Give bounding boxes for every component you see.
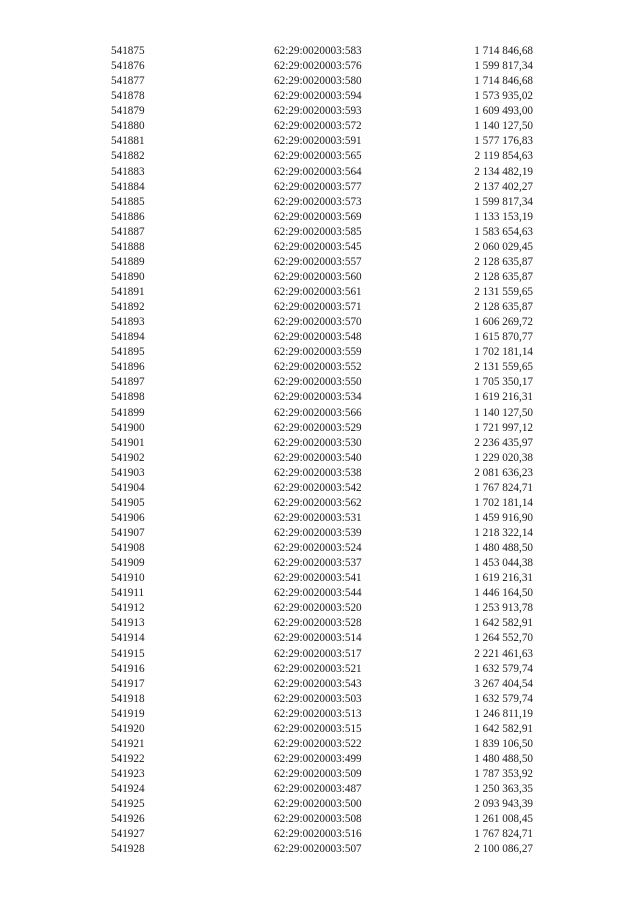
cadastral-number-cell: 62:29:0020003:593: [274, 105, 362, 118]
table-row: [0, 119, 640, 134]
value-cell: 1 721 997,12: [474, 421, 533, 434]
value-cell: 1 714 846,68: [474, 45, 533, 57]
table-row: [0, 89, 640, 104]
value-cell: 1 261 008,45: [474, 813, 533, 826]
value-cell: 1 577 176,83: [474, 135, 533, 148]
cadastral-number-cell: 62:29:0020003:513: [274, 707, 362, 720]
value-cell: 1 642 582,91: [474, 722, 533, 735]
table-row: [0, 436, 640, 451]
cadastral-number-cell: 62:29:0020003:522: [274, 737, 362, 750]
value-cell: 2 137 402,27: [474, 180, 533, 193]
value-cell: 1 702 181,14: [474, 346, 533, 359]
cadastral-number-cell: 62:29:0020003:569: [274, 210, 362, 223]
cadastral-number-cell: 62:29:0020003:541: [274, 572, 362, 585]
table-row: [0, 541, 640, 556]
table-row: [0, 285, 640, 300]
row-id-cell: 541924: [111, 783, 145, 796]
cadastral-number-cell: 62:29:0020003:545: [274, 240, 362, 253]
value-cell: 1 573 935,02: [474, 90, 533, 103]
row-id-cell: 541910: [111, 572, 145, 585]
table-row: [0, 601, 640, 616]
table-row: [0, 134, 640, 149]
cadastral-number-cell: 62:29:0020003:508: [274, 813, 362, 826]
table-row: [0, 812, 640, 827]
value-cell: 1 702 181,14: [474, 496, 533, 509]
table-row: [0, 421, 640, 436]
row-id-cell: 541907: [111, 527, 145, 539]
table-row: [0, 586, 640, 601]
row-id-cell: 541899: [111, 406, 145, 419]
value-cell: 1 246 811,19: [474, 707, 533, 720]
cadastral-number-cell: 62:29:0020003:577: [274, 180, 362, 193]
row-id-cell: 541911: [111, 587, 145, 600]
row-id-cell: 541902: [111, 451, 145, 464]
row-id-cell: 541875: [111, 45, 145, 57]
row-id-cell: 541893: [111, 316, 145, 329]
row-id-cell: 541890: [111, 270, 145, 283]
value-cell: 1 632 579,74: [474, 662, 533, 675]
table-row: [0, 752, 640, 767]
table-row: [0, 707, 640, 722]
row-id-cell: 541925: [111, 798, 145, 811]
value-cell: 1 767 824,71: [474, 828, 533, 841]
value-cell: 2 134 482,19: [474, 165, 533, 178]
row-id-cell: 541889: [111, 255, 145, 268]
row-id-cell: 541880: [111, 120, 145, 133]
value-cell: 2 128 635,87: [474, 301, 533, 314]
cadastral-number-cell: 62:29:0020003:540: [274, 451, 362, 464]
table-row: [0, 647, 640, 662]
row-id-cell: 541877: [111, 75, 145, 88]
table-row: [0, 631, 640, 646]
row-id-cell: 541905: [111, 496, 145, 509]
row-id-cell: 541921: [111, 737, 145, 750]
table-row: [0, 210, 640, 225]
value-cell: 1 264 552,70: [474, 632, 533, 645]
row-id-cell: 541897: [111, 376, 145, 389]
cadastral-number-cell: 62:29:0020003:487: [274, 783, 362, 796]
row-id-cell: 541896: [111, 361, 145, 374]
value-cell: 1 642 582,91: [474, 617, 533, 630]
value-cell: 2 081 636,23: [474, 466, 533, 479]
cadastral-number-cell: 62:29:0020003:571: [274, 301, 362, 314]
cadastral-number-cell: 62:29:0020003:528: [274, 617, 362, 630]
cadastral-number-cell: 62:29:0020003:570: [274, 316, 362, 329]
cadastral-number-cell: 62:29:0020003:557: [274, 255, 362, 268]
value-cell: 1 459 916,90: [474, 511, 533, 524]
cadastral-number-cell: 62:29:0020003:552: [274, 361, 362, 374]
value-cell: 1 615 870,77: [474, 331, 533, 344]
table-row: [0, 390, 640, 405]
value-cell: 2 119 854,63: [474, 150, 533, 163]
value-cell: 1 632 579,74: [474, 692, 533, 705]
cadastral-number-cell: 62:29:0020003:524: [274, 542, 362, 555]
row-id-cell: 541926: [111, 813, 145, 826]
cadastral-number-cell: 62:29:0020003:521: [274, 662, 362, 675]
value-cell: 2 128 635,87: [474, 270, 533, 283]
row-id-cell: 541922: [111, 752, 145, 765]
row-id-cell: 541887: [111, 225, 145, 238]
cadastral-number-cell: 62:29:0020003:530: [274, 436, 362, 449]
cadastral-number-cell: 62:29:0020003:591: [274, 135, 362, 148]
value-cell: 1 619 216,31: [474, 391, 533, 404]
table-row: [0, 255, 640, 270]
row-id-cell: 541919: [111, 707, 145, 720]
cadastral-number-cell: 62:29:0020003:516: [274, 828, 362, 841]
value-cell: 1 705 350,17: [474, 376, 533, 389]
cadastral-number-cell: 62:29:0020003:576: [274, 60, 362, 73]
cadastral-number-cell: 62:29:0020003:514: [274, 632, 362, 645]
table-row: [0, 149, 640, 164]
value-cell: 1 767 824,71: [474, 481, 533, 494]
value-cell: 3 267 404,54: [474, 677, 533, 690]
row-id-cell: 541881: [111, 135, 145, 148]
cadastral-number-cell: 62:29:0020003:565: [274, 150, 362, 163]
cadastral-number-cell: 62:29:0020003:550: [274, 376, 362, 389]
row-id-cell: 541914: [111, 632, 145, 645]
row-id-cell: 541876: [111, 60, 145, 73]
table-row: [0, 496, 640, 511]
table-row: [0, 360, 640, 375]
table-row: [0, 104, 640, 119]
value-cell: 1 606 269,72: [474, 316, 533, 329]
row-id-cell: 541894: [111, 331, 145, 344]
cadastral-number-cell: 62:29:0020003:537: [274, 557, 362, 570]
row-id-cell: 541908: [111, 542, 145, 555]
row-id-cell: 541879: [111, 105, 145, 118]
table-row: [0, 782, 640, 797]
table-row: [0, 737, 640, 752]
row-id-cell: 541883: [111, 165, 145, 178]
table-row: [0, 315, 640, 330]
cadastral-number-cell: 62:29:0020003:580: [274, 75, 362, 88]
value-cell: 2 131 559,65: [474, 361, 533, 374]
cadastral-number-cell: 62:29:0020003:544: [274, 587, 362, 600]
cadastral-number-cell: 62:29:0020003:507: [274, 843, 362, 856]
cadastral-number-cell: 62:29:0020003:583: [274, 45, 362, 57]
cadastral-number-cell: 62:29:0020003:559: [274, 346, 362, 359]
value-cell: 1 583 654,63: [474, 225, 533, 238]
cadastral-number-cell: 62:29:0020003:517: [274, 647, 362, 660]
cadastral-number-cell: 62:29:0020003:538: [274, 466, 362, 479]
row-id-cell: 541895: [111, 346, 145, 359]
value-cell: 1 229 020,38: [474, 451, 533, 464]
row-id-cell: 541886: [111, 210, 145, 223]
table-row: [0, 270, 640, 285]
value-cell: 1 133 153,19: [474, 210, 533, 223]
value-cell: 1 619 216,31: [474, 572, 533, 585]
cadastral-number-cell: 62:29:0020003:560: [274, 270, 362, 283]
value-cell: 1 599 817,34: [474, 195, 533, 208]
table-row: [0, 195, 640, 210]
value-cell: 1 609 493,00: [474, 105, 533, 118]
table-row: [0, 511, 640, 526]
value-cell: 1 839 106,50: [474, 737, 533, 750]
value-cell: 1 140 127,50: [474, 120, 533, 133]
cadastral-number-cell: 62:29:0020003:566: [274, 406, 362, 419]
value-cell: 1 480 488,50: [474, 542, 533, 555]
table-row: [0, 842, 640, 857]
cadastral-number-cell: 62:29:0020003:534: [274, 391, 362, 404]
value-cell: 1 140 127,50: [474, 406, 533, 419]
cadastral-number-cell: 62:29:0020003:539: [274, 527, 362, 539]
row-id-cell: 541915: [111, 647, 145, 660]
value-cell: 1 250 363,35: [474, 783, 533, 796]
table-row: [0, 451, 640, 466]
value-cell: 2 060 029,45: [474, 240, 533, 253]
row-id-cell: 541884: [111, 180, 145, 193]
row-id-cell: 541882: [111, 150, 145, 163]
cadastral-number-cell: 62:29:0020003:543: [274, 677, 362, 690]
row-id-cell: 541913: [111, 617, 145, 630]
row-id-cell: 541928: [111, 843, 145, 856]
value-cell: 1 253 913,78: [474, 602, 533, 615]
cadastral-number-cell: 62:29:0020003:529: [274, 421, 362, 434]
cadastral-number-cell: 62:29:0020003:542: [274, 481, 362, 494]
value-cell: 2 100 086,27: [474, 843, 533, 856]
table-row: [0, 375, 640, 390]
row-id-cell: 541912: [111, 602, 145, 615]
row-id-cell: 541888: [111, 240, 145, 253]
table-row: [0, 526, 640, 541]
table-row: [0, 481, 640, 496]
table-row: [0, 74, 640, 89]
table-row: [0, 330, 640, 345]
value-cell: 1 480 488,50: [474, 752, 533, 765]
table-row: [0, 165, 640, 180]
row-id-cell: 541917: [111, 677, 145, 690]
row-id-cell: 541891: [111, 286, 145, 298]
table-row: [0, 300, 640, 315]
cadastral-number-cell: 62:29:0020003:594: [274, 90, 362, 103]
row-id-cell: 541900: [111, 421, 145, 434]
cadastral-number-cell: 62:29:0020003:573: [274, 195, 362, 208]
row-id-cell: 541916: [111, 662, 145, 675]
table-row: [0, 240, 640, 255]
cadastral-number-cell: 62:29:0020003:562: [274, 496, 362, 509]
table-row: [0, 44, 640, 59]
table-row: [0, 616, 640, 631]
row-id-cell: 541927: [111, 828, 145, 841]
cadastral-number-cell: 62:29:0020003:564: [274, 165, 362, 178]
row-id-cell: 541901: [111, 436, 145, 449]
table-row: [0, 827, 640, 842]
value-cell: 1 599 817,34: [474, 60, 533, 73]
table-row: [0, 662, 640, 677]
cadastral-number-cell: 62:29:0020003:572: [274, 120, 362, 133]
table-row: [0, 345, 640, 360]
row-id-cell: 541878: [111, 90, 145, 103]
table-row: [0, 677, 640, 692]
table-row: [0, 59, 640, 74]
cadastral-number-cell: 62:29:0020003:503: [274, 692, 362, 705]
value-cell: 2 093 943,39: [474, 798, 533, 811]
row-id-cell: 541904: [111, 481, 145, 494]
cadastral-number-cell: 62:29:0020003:499: [274, 752, 362, 765]
row-id-cell: 541892: [111, 301, 145, 314]
cadastral-number-cell: 62:29:0020003:520: [274, 602, 362, 615]
value-cell: 1 446 164,50: [474, 587, 533, 600]
value-cell: 2 131 559,65: [474, 286, 533, 298]
row-id-cell: 541920: [111, 722, 145, 735]
cadastral-number-cell: 62:29:0020003:515: [274, 722, 362, 735]
cadastral-number-cell: 62:29:0020003:509: [274, 768, 362, 780]
data-table: [0, 44, 640, 857]
row-id-cell: 541923: [111, 768, 145, 780]
table-row: [0, 180, 640, 195]
row-id-cell: 541909: [111, 557, 145, 570]
table-row: [0, 406, 640, 421]
value-cell: 1 714 846,68: [474, 75, 533, 88]
table-row: [0, 722, 640, 737]
cadastral-number-cell: 62:29:0020003:585: [274, 225, 362, 238]
row-id-cell: 541898: [111, 391, 145, 404]
row-id-cell: 541885: [111, 195, 145, 208]
cadastral-number-cell: 62:29:0020003:531: [274, 511, 362, 524]
value-cell: 1 787 353,92: [474, 768, 533, 780]
value-cell: 2 236 435,97: [474, 436, 533, 449]
row-id-cell: 541903: [111, 466, 145, 479]
value-cell: 1 453 044,38: [474, 557, 533, 570]
table-row: [0, 225, 640, 240]
table-row: [0, 767, 640, 782]
row-id-cell: 541906: [111, 511, 145, 524]
table-row: [0, 692, 640, 707]
cadastral-number-cell: 62:29:0020003:500: [274, 798, 362, 811]
cadastral-number-cell: 62:29:0020003:561: [274, 286, 362, 298]
table-row: [0, 797, 640, 812]
table-row: [0, 466, 640, 481]
cadastral-number-cell: 62:29:0020003:548: [274, 331, 362, 344]
value-cell: 1 218 322,14: [474, 527, 533, 539]
table-row: [0, 571, 640, 586]
value-cell: 2 221 461,63: [474, 647, 533, 660]
value-cell: 2 128 635,87: [474, 255, 533, 268]
table-row: [0, 556, 640, 571]
row-id-cell: 541918: [111, 692, 145, 705]
